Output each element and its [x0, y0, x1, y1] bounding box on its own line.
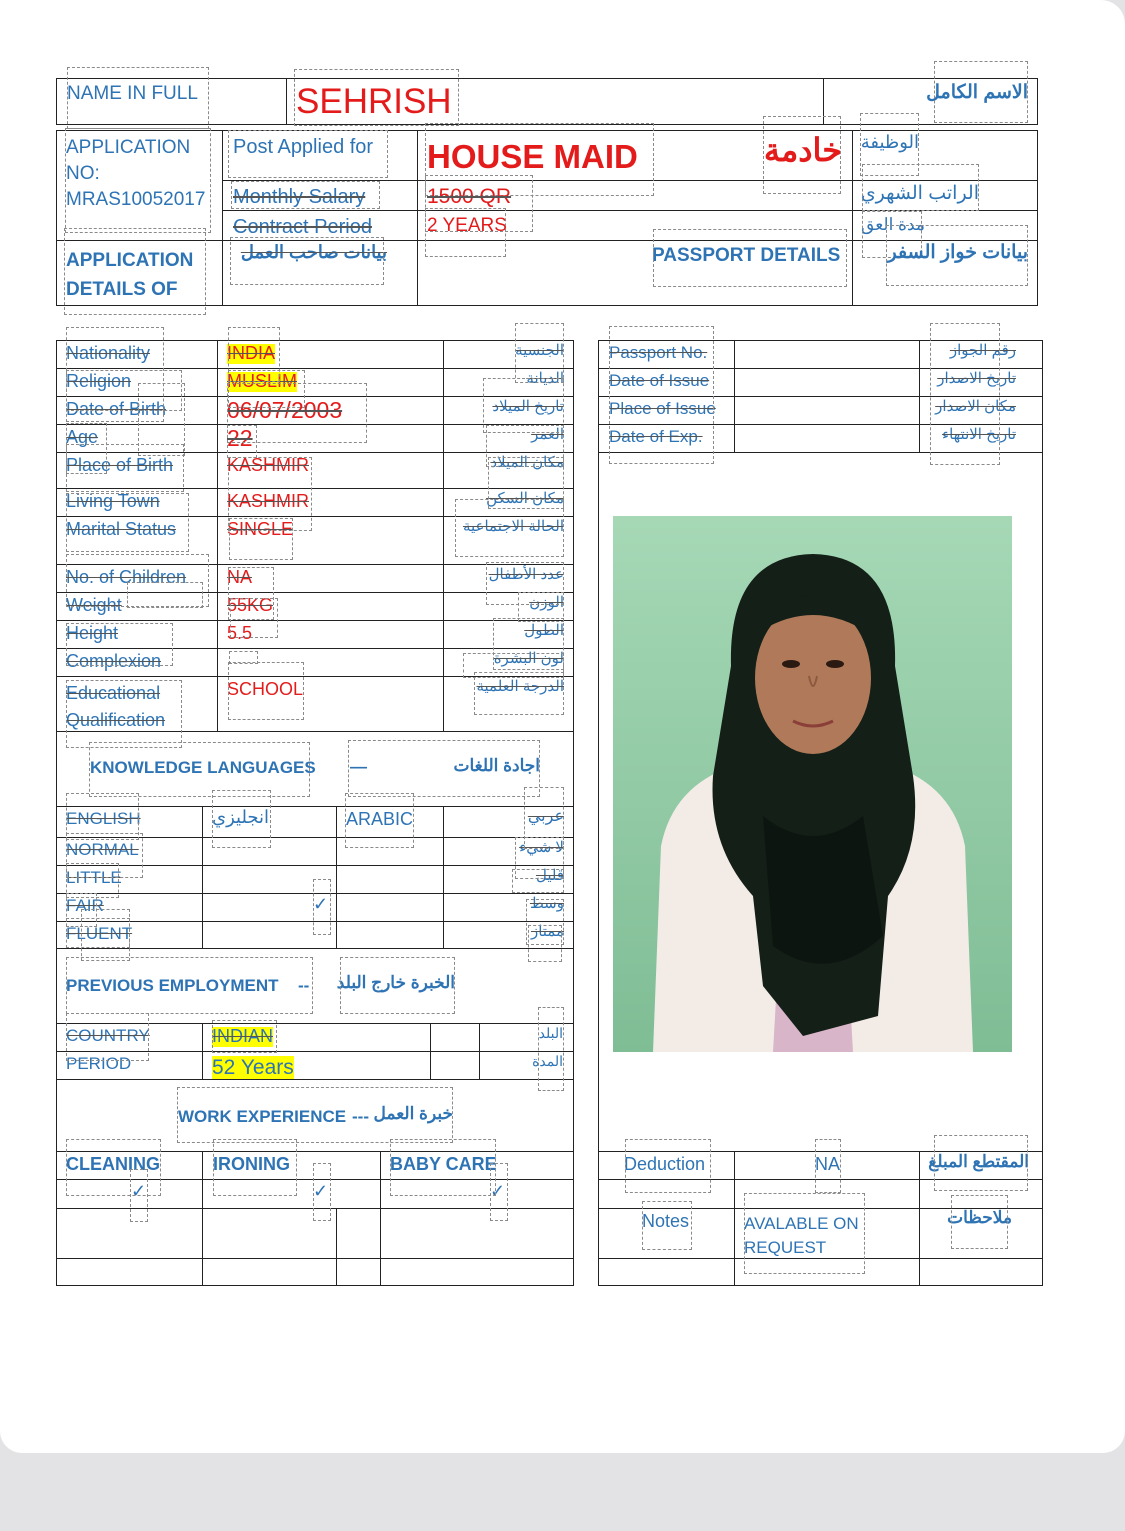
personal-label: Place of Birth — [66, 455, 174, 475]
personal-label-ar: العمر — [531, 426, 564, 443]
notes-value: AVALABLE ON REQUEST — [744, 1214, 859, 1257]
personal-label: Height — [66, 623, 119, 643]
english-label-ar: انجليزي — [212, 807, 270, 827]
personal-label-ar: مكان الميلاد — [490, 454, 564, 471]
skill-label: IRONING — [213, 1154, 291, 1174]
passport-label: Passport No. — [609, 343, 708, 362]
passport-details-ar: بيانات خواز السفر — [887, 242, 1028, 263]
personal-value: MUSLIM — [227, 371, 298, 391]
passport-label: Date of Issue — [609, 371, 710, 390]
personal-value: SCHOOL — [227, 679, 304, 699]
deduction-label-ar: المقتطع المبلغ — [928, 1152, 1029, 1171]
personal-label: Age — [66, 427, 99, 447]
salary-value: 1500 QR — [427, 185, 512, 208]
work-title: WORK EXPERIENCE — [178, 1107, 347, 1126]
personal-label-ar: تاريخ الميلاد — [492, 398, 564, 415]
languages-title-ar: اجادة اللغات — [453, 756, 540, 775]
passport-label-ar: تاريخ الاصدار — [937, 370, 1016, 387]
personal-value: INDIA — [227, 343, 276, 363]
skill-label: CLEANING — [66, 1154, 160, 1174]
contract-label: Contract Period — [233, 216, 372, 238]
deduction-label: Deduction — [624, 1154, 706, 1174]
employment-dashes: -- — [298, 976, 310, 995]
personal-label-ar: مكان السكن — [486, 490, 564, 507]
notes-label: Notes — [642, 1211, 690, 1231]
language-level: NORMAL — [66, 840, 139, 859]
contract-value: 2 YEARS — [427, 215, 507, 236]
country-label-ar: البلد — [538, 1025, 563, 1041]
personal-value: KASHMIR — [227, 491, 310, 511]
personal-label-ar: الطول — [524, 622, 564, 639]
post-label-ar: الوظيفة — [860, 132, 919, 152]
employer-details-ar: بيانات صاحب العمل — [240, 242, 387, 262]
languages-title: KNOWLEDGE LANGUAGES — [90, 758, 316, 777]
applicant-photo — [613, 516, 1012, 1052]
period-label-ar: المدة — [532, 1053, 563, 1069]
contract-label-ar: مدة العق — [861, 215, 925, 234]
personal-label-ar: الحالة الاجتماعية — [462, 518, 564, 535]
skill-check-icon[interactable]: ✓ — [490, 1181, 506, 1201]
personal-value: 5.5 — [227, 623, 253, 643]
personal-value: SINGLE — [227, 519, 294, 539]
passport-label-ar: مكان الاصدار — [935, 398, 1016, 415]
arabic-label: ARABIC — [346, 809, 414, 829]
post-value-ar: خادمة — [763, 132, 842, 168]
skill-label: BABY CARE — [390, 1154, 497, 1174]
personal-label-ar: لون البشرة — [493, 650, 564, 667]
language-level-ar: لا شيء — [519, 839, 564, 856]
passport-details: PASSPORT DETAILS — [652, 245, 841, 266]
deduction-value: NA — [815, 1154, 841, 1174]
personal-label: Complexion — [66, 651, 162, 671]
post-label: Post Applied for — [233, 136, 374, 158]
personal-label: No. of Children — [66, 567, 187, 587]
passport-label-ar: تاريخ الانتهاء — [942, 426, 1016, 443]
passport-label: Place of Issue — [609, 399, 716, 418]
personal-value: KASHMIR — [227, 455, 310, 475]
personal-label-ar: الوزن — [529, 594, 564, 611]
employment-title: PREVIOUS EMPLOYMENT — [66, 976, 279, 995]
work-dashes: --- — [352, 1107, 369, 1126]
country-value: INDIAN — [212, 1026, 274, 1046]
fair-check-icon[interactable]: ✓ — [313, 894, 329, 914]
personal-label: Nationality — [66, 343, 151, 363]
passport-label-ar: رقم الجواز — [949, 342, 1016, 359]
name-label-ar: الاسم الكامل — [926, 82, 1028, 103]
personal-value: 22 — [227, 425, 253, 451]
work-title-ar: خبرة العمل — [373, 1104, 453, 1123]
personal-label: Religion — [66, 371, 132, 391]
languages-dash: — — [350, 757, 367, 776]
language-level-ar: ممتاز — [530, 923, 564, 940]
personal-value: 55KG — [227, 595, 274, 615]
personal-label: Marital Status — [66, 519, 177, 539]
skill-check-icon[interactable]: ✓ — [313, 1181, 329, 1201]
personal-label: Weight — [66, 595, 122, 615]
personal-value: 06/07/2003 — [227, 397, 343, 423]
notes-label-ar: ملاحظات — [947, 1208, 1012, 1227]
language-level-ar: وسط — [529, 895, 564, 912]
name-label: NAME IN FULL — [67, 83, 198, 104]
language-level: LITTLE — [66, 868, 122, 887]
salary-label: Monthly Salary — [233, 186, 366, 208]
application-no: APPLICATION NO: MRAS10052017 — [66, 137, 206, 210]
english-label: ENGLISH — [66, 809, 141, 828]
skill-check-icon[interactable]: ✓ — [131, 1181, 147, 1201]
post-value: HOUSE MAID — [427, 138, 638, 175]
name-value: SEHRISH — [296, 82, 452, 121]
passport-label: Date of Exp. — [609, 427, 703, 446]
language-level: FLUENT — [66, 924, 133, 943]
period-label: PERIOD — [66, 1054, 132, 1073]
personal-label: Date of Birth — [66, 399, 167, 419]
period-value: 52 Years — [212, 1056, 294, 1079]
application-details-of: APPLICATION DETAILS OF — [66, 250, 194, 300]
personal-label-ar: الجنسية — [515, 342, 564, 359]
personal-label-ar: عدد الأطفال — [488, 566, 564, 583]
personal-value: NA — [227, 567, 253, 587]
salary-label-ar: الراتب الشهري — [860, 183, 979, 204]
personal-label-ar: الدرجة العلمية — [476, 678, 564, 695]
arabic-label-ar: عربي — [527, 808, 564, 825]
language-level-ar: قليل — [535, 867, 564, 884]
country-label: COUNTRY — [66, 1026, 150, 1045]
personal-label: Living Town — [66, 491, 160, 511]
employment-title-ar: الخبرة خارج البلد — [336, 973, 455, 992]
personal-label-ar: الديانة — [526, 370, 564, 387]
personal-label: Educational Qualification — [66, 683, 166, 730]
language-level: FAIR — [66, 896, 104, 915]
